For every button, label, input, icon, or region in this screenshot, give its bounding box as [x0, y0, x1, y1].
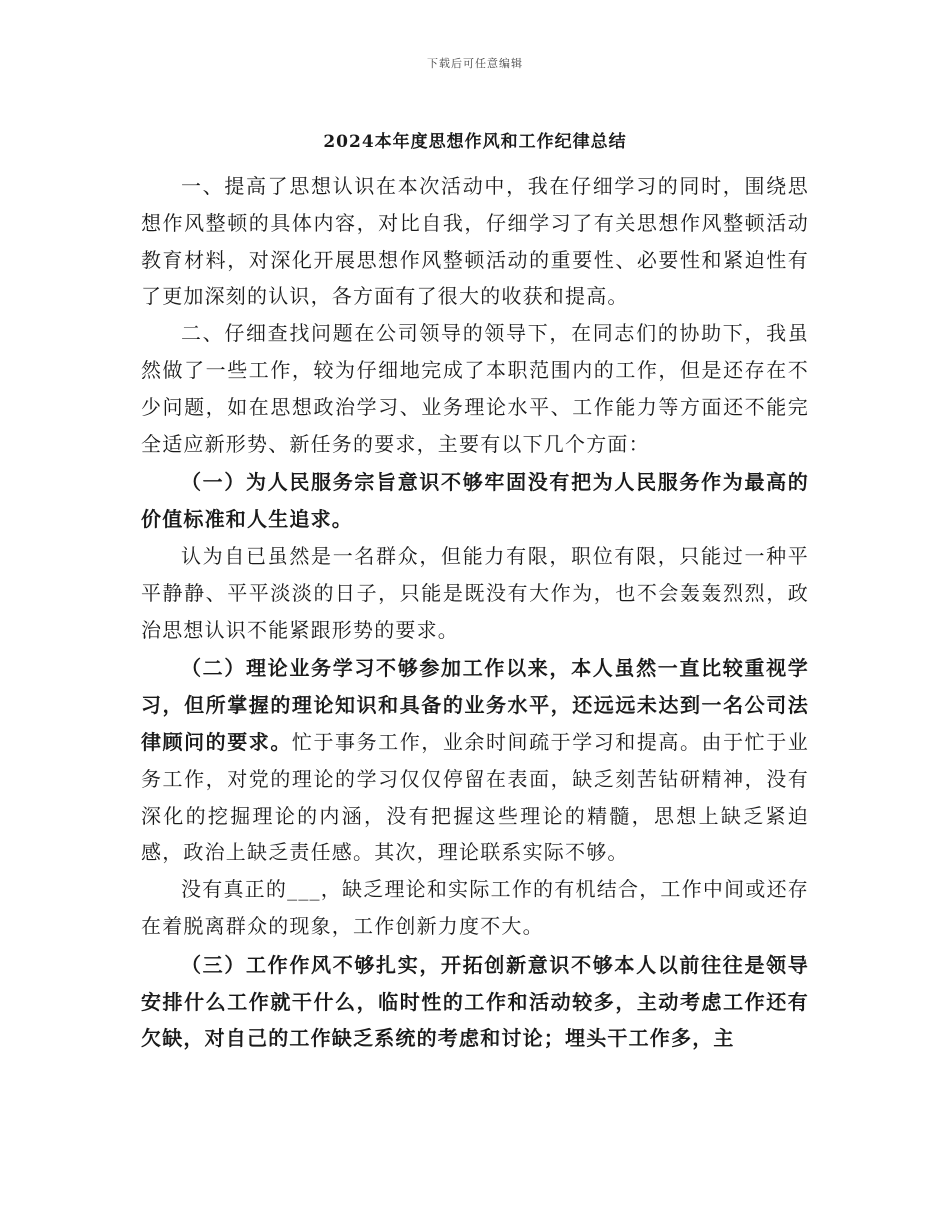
- document-body: [141, 168, 809, 1057]
- paragraph-5: [141, 650, 809, 871]
- document-title: 2024本年度思想作风和工作纪律总结: [323, 132, 627, 152]
- paragraph-7-heading: （三）工作作风不够扎实，开拓创新意识不够本人以前往往是领导安排什么工作就干什么，临时性的工作和活动较多，主动考虑工作还有欠缺，对自己的工作缺乏系统的考虑和讨论；埋头干工作多，主: [141, 952, 809, 1051]
- paragraph-5-body: 忙于事务工作，业余时间疏于学习和提高。由于忙于业务工作，对党的理论的学习仅仅停留在表面，缺乏刻苦钻研精神，没有深化的挖掘理论的内涵，没有把握这些理论的精髓，思想上缺乏紧迫感，政治上缺乏责任感。其次，理论联系实际不够。: [141, 729, 809, 865]
- paragraph-4: 认为自已虽然是一名群众，但能力有限，职位有限，只能过一种平平静静、平平淡淡的日子，只能是既没有大作为，也不会轰轰烈烈，政治思想认识不能紧跟形势的要求。: [141, 543, 809, 642]
- paragraph-6: 没有真正的___，缺乏理论和实际工作的有机结合，工作中间或还存在着脱离群众的现象，工作创新力度不大。: [141, 877, 809, 938]
- paragraph-2: 二、仔细查找问题在公司领导的领导下，在同志们的协助下，我虽然做了一些工作，较为仔细地完成了本职范围内的工作，但是还存在不少问题，如在思想政治学习、业务理论水平、工作能力等方面还不能完全适应新形势、新任务的要求，主要有以下几个方面：: [141, 321, 809, 456]
- paragraph-5-heading: （二）理论业务学习不够参加工作以来，本人虽然一直比较重视学习，但所掌握的理论知识和具备的业务水平，还远远未达到一名公司法律顾问的要求。: [141, 656, 809, 754]
- page-header-note: 下载后可任意编辑: [427, 57, 523, 70]
- paragraph-1: 一、提高了思想认识在本次活动中，我在仔细学习的同时，围绕思想作风整顿的具体内容，对比自我，仔细学习了有关思想作风整顿活动教育材料，对深化开展思想作风整顿活动的重要性、必要性和紧迫性有了更加深刻的认识，各方面有了很大的收获和提高。: [141, 174, 809, 309]
- paragraph-3-heading: （一）为人民服务宗旨意识不够牢固没有把为人民服务作为最高的价值标准和人生追求。: [141, 470, 809, 532]
